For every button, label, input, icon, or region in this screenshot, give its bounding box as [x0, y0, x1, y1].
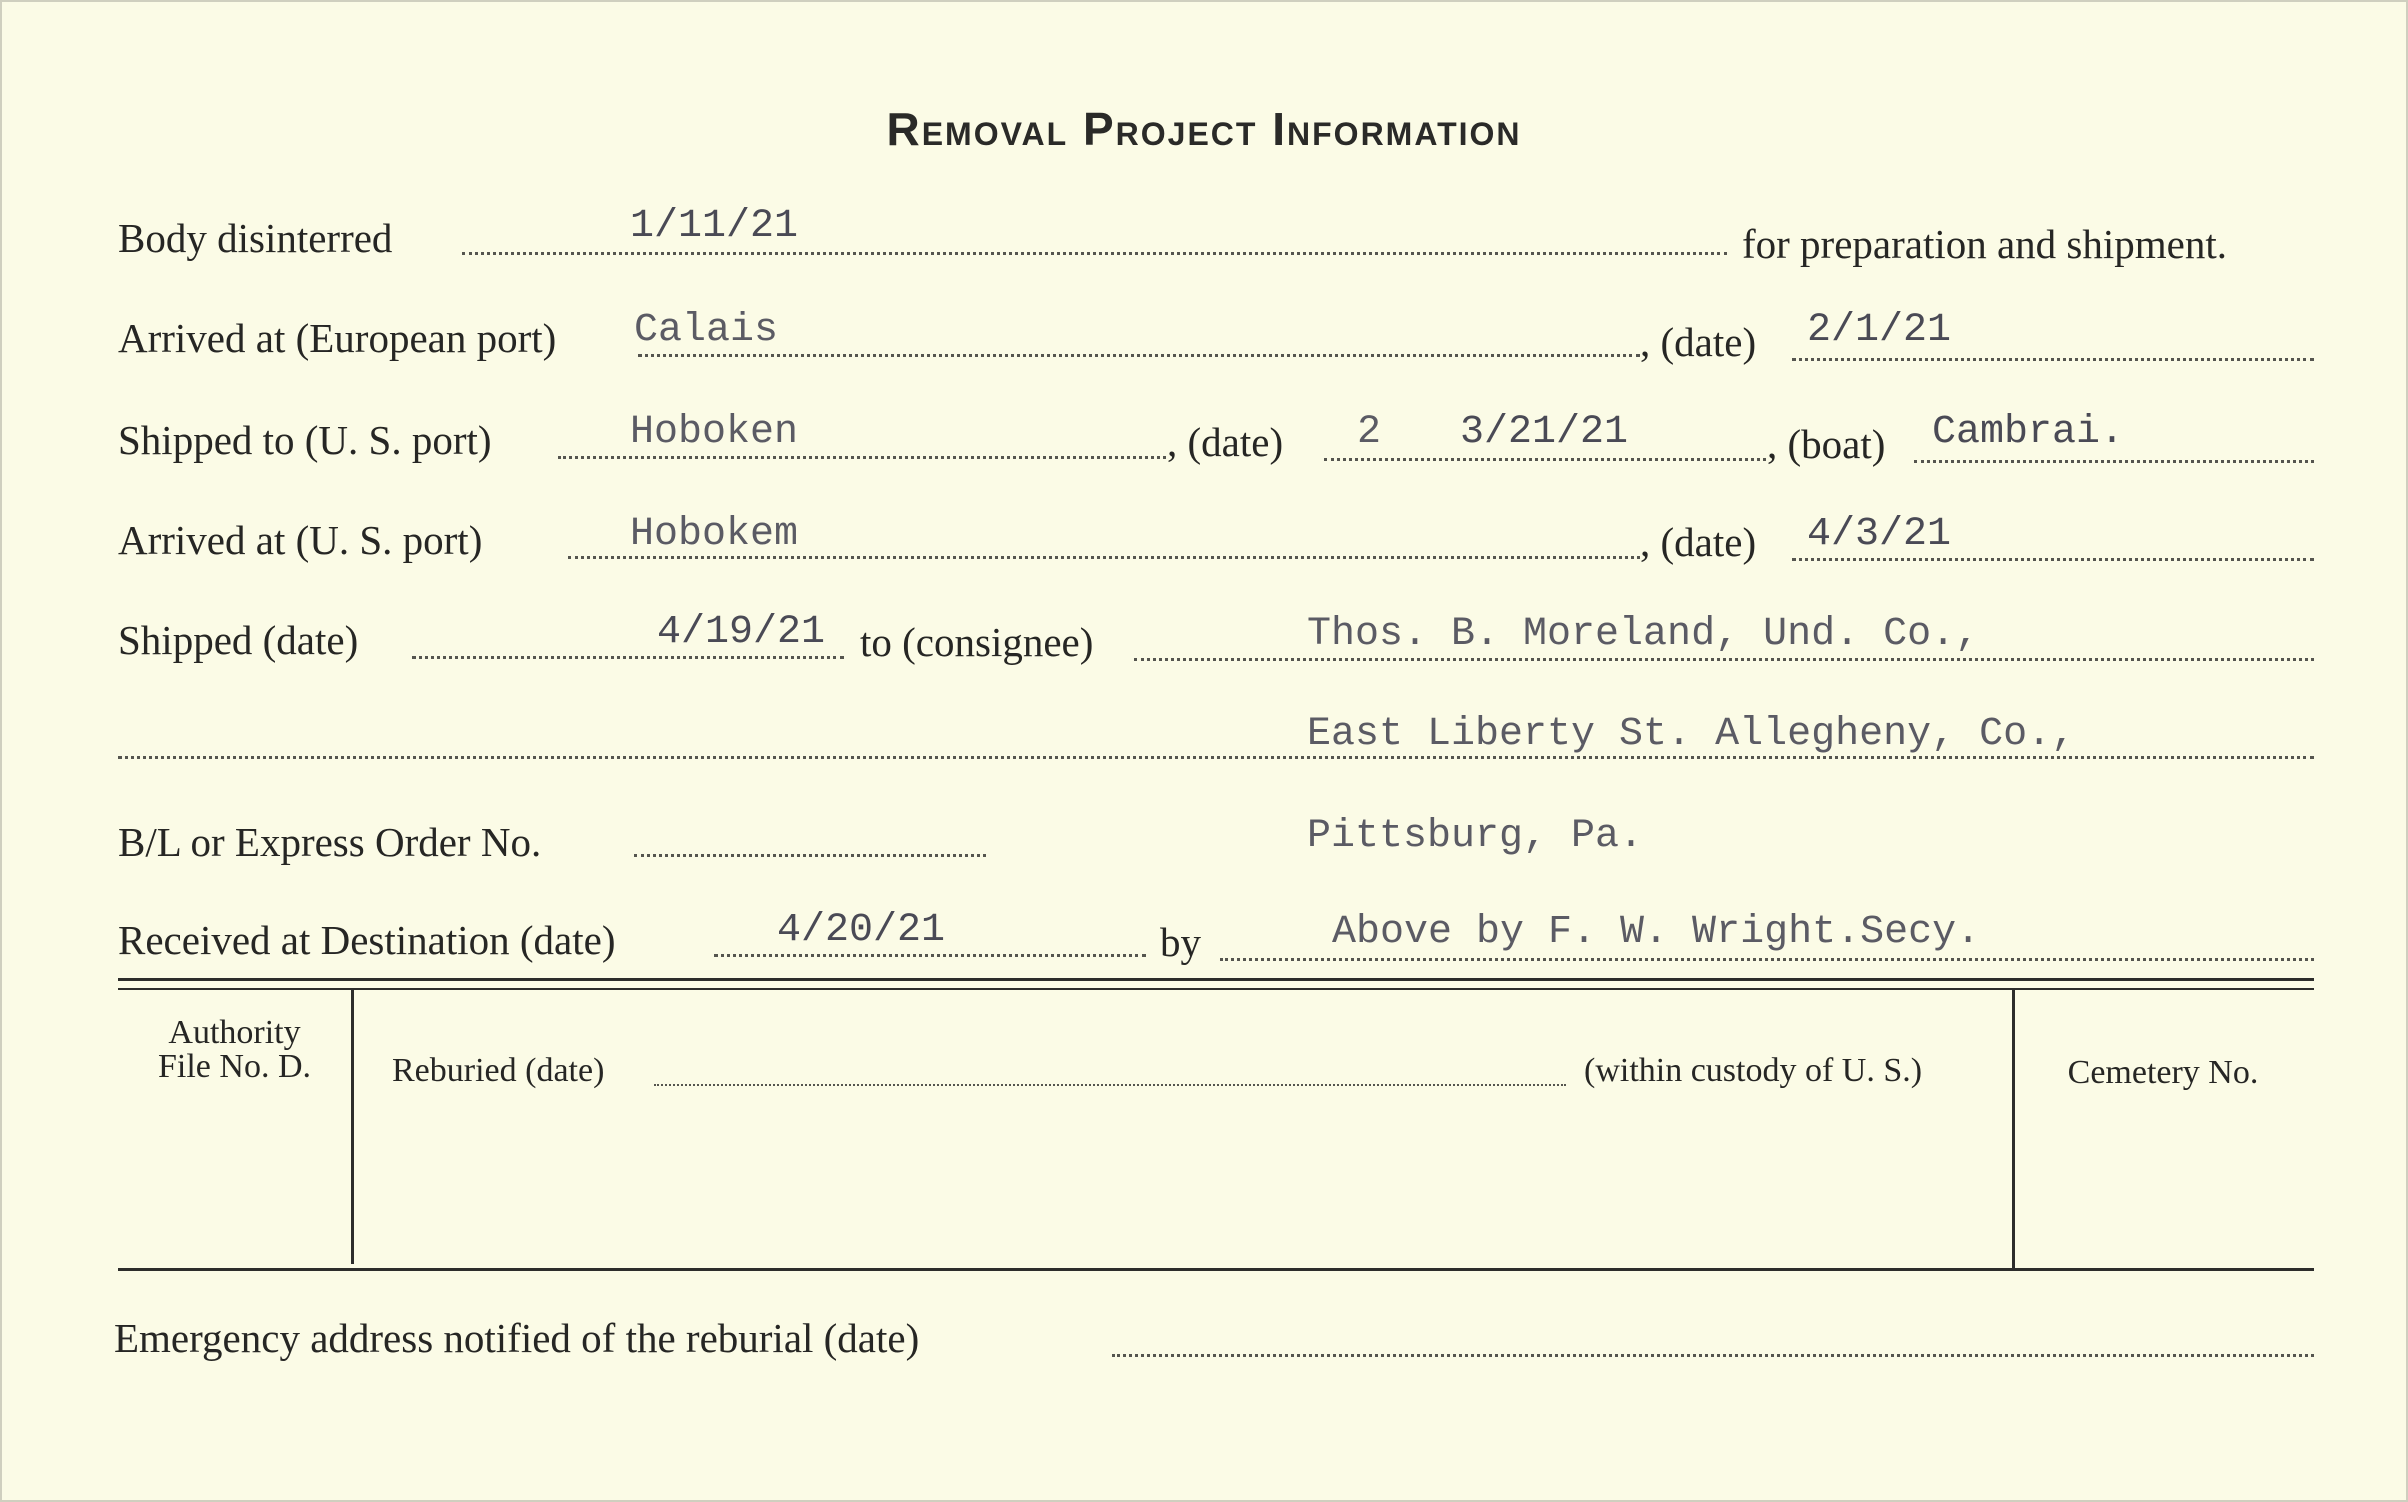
consignee-line: [1134, 658, 2314, 661]
boat-label: , (boat): [1767, 421, 1886, 467]
arrived-us-date-label: , (date): [1640, 519, 1757, 565]
received-date: 4/20/21: [777, 908, 946, 953]
arrived-european-line: [638, 354, 1640, 357]
shipped-us-date: 3/21/21: [1460, 410, 1629, 455]
shipped-us-date-line: [1324, 458, 1766, 461]
boat-line: [1914, 460, 2314, 463]
shipped-date: 4/19/21: [657, 610, 826, 655]
arrived-european-date: 2/1/21: [1807, 308, 1952, 353]
cemetery-label: Cemetery No.: [2067, 1054, 2259, 1091]
disinterred-date: 1/11/21: [630, 204, 799, 249]
received-by-label: by: [1160, 919, 1201, 965]
received-by-value: Above by F. W. Wright.Secy.: [1332, 910, 1981, 955]
shipped-us-date-prefix: 2: [1357, 410, 1382, 455]
arrived-european-date-line: [1792, 358, 2314, 361]
consignee-name: Thos. B. Moreland, Und. Co.,: [1307, 612, 1980, 657]
authority-label-line2: File No. D.: [158, 1048, 311, 1085]
bl-label: B/L or Express Order No.: [118, 819, 542, 865]
authority-label: [118, 1016, 351, 1084]
received-date-line: [714, 954, 1146, 957]
received-label: Received at Destination (date): [118, 917, 616, 963]
european-port-value: Calais: [634, 308, 779, 353]
reburied-label: Reburied (date): [392, 1052, 605, 1089]
us-port-value: Hoboken: [630, 410, 799, 455]
reburied-line: [654, 1084, 1566, 1086]
disinterred-label: Body disinterred: [118, 215, 393, 261]
disinterred-suffix: for preparation and shipment.: [1742, 221, 2228, 267]
consignee-city: Pittsburg, Pa.: [1307, 814, 1644, 859]
shipped-us-label: Shipped to (U. S. port): [118, 417, 492, 463]
custody-label: (within custody of U. S.): [1584, 1052, 1923, 1089]
table-top-rule-inner: [118, 988, 2314, 990]
table-divider-right: [2012, 990, 2015, 1268]
received-by-line: [1220, 958, 2314, 961]
arrived-european-label: Arrived at (European port): [118, 315, 557, 361]
arrived-us-date-line: [1792, 558, 2314, 561]
arrived-us-port-value: Hobokem: [630, 512, 799, 557]
shipped-date-line: [412, 656, 844, 659]
arrived-us-label: Arrived at (U. S. port): [118, 517, 483, 563]
shipped-us-date-label: , (date): [1167, 419, 1284, 465]
table-divider-left: [351, 990, 354, 1264]
authority-label-line1: Authority: [168, 1014, 301, 1051]
page-title: Removal Project Information: [886, 103, 1522, 155]
emergency-label: Emergency address notified of the reburial (date): [114, 1315, 920, 1361]
shipped-label: Shipped (date): [118, 617, 359, 663]
disinterred-line: [462, 252, 1727, 255]
table-top-rule: [118, 978, 2314, 981]
bl-line: [634, 854, 986, 857]
arrived-us-date: 4/3/21: [1807, 512, 1952, 557]
emergency-line: [1112, 1354, 2314, 1357]
consignee-address: East Liberty St. Allegheny, Co.,: [1307, 712, 2076, 757]
arrived-european-date-label: , (date): [1640, 319, 1757, 365]
shipped-us-port-line: [558, 456, 1166, 459]
table-bottom-rule: [118, 1268, 2314, 1271]
consignee-label: to (consignee): [860, 619, 1094, 665]
boat-value: Cambrai.: [1932, 410, 2125, 455]
